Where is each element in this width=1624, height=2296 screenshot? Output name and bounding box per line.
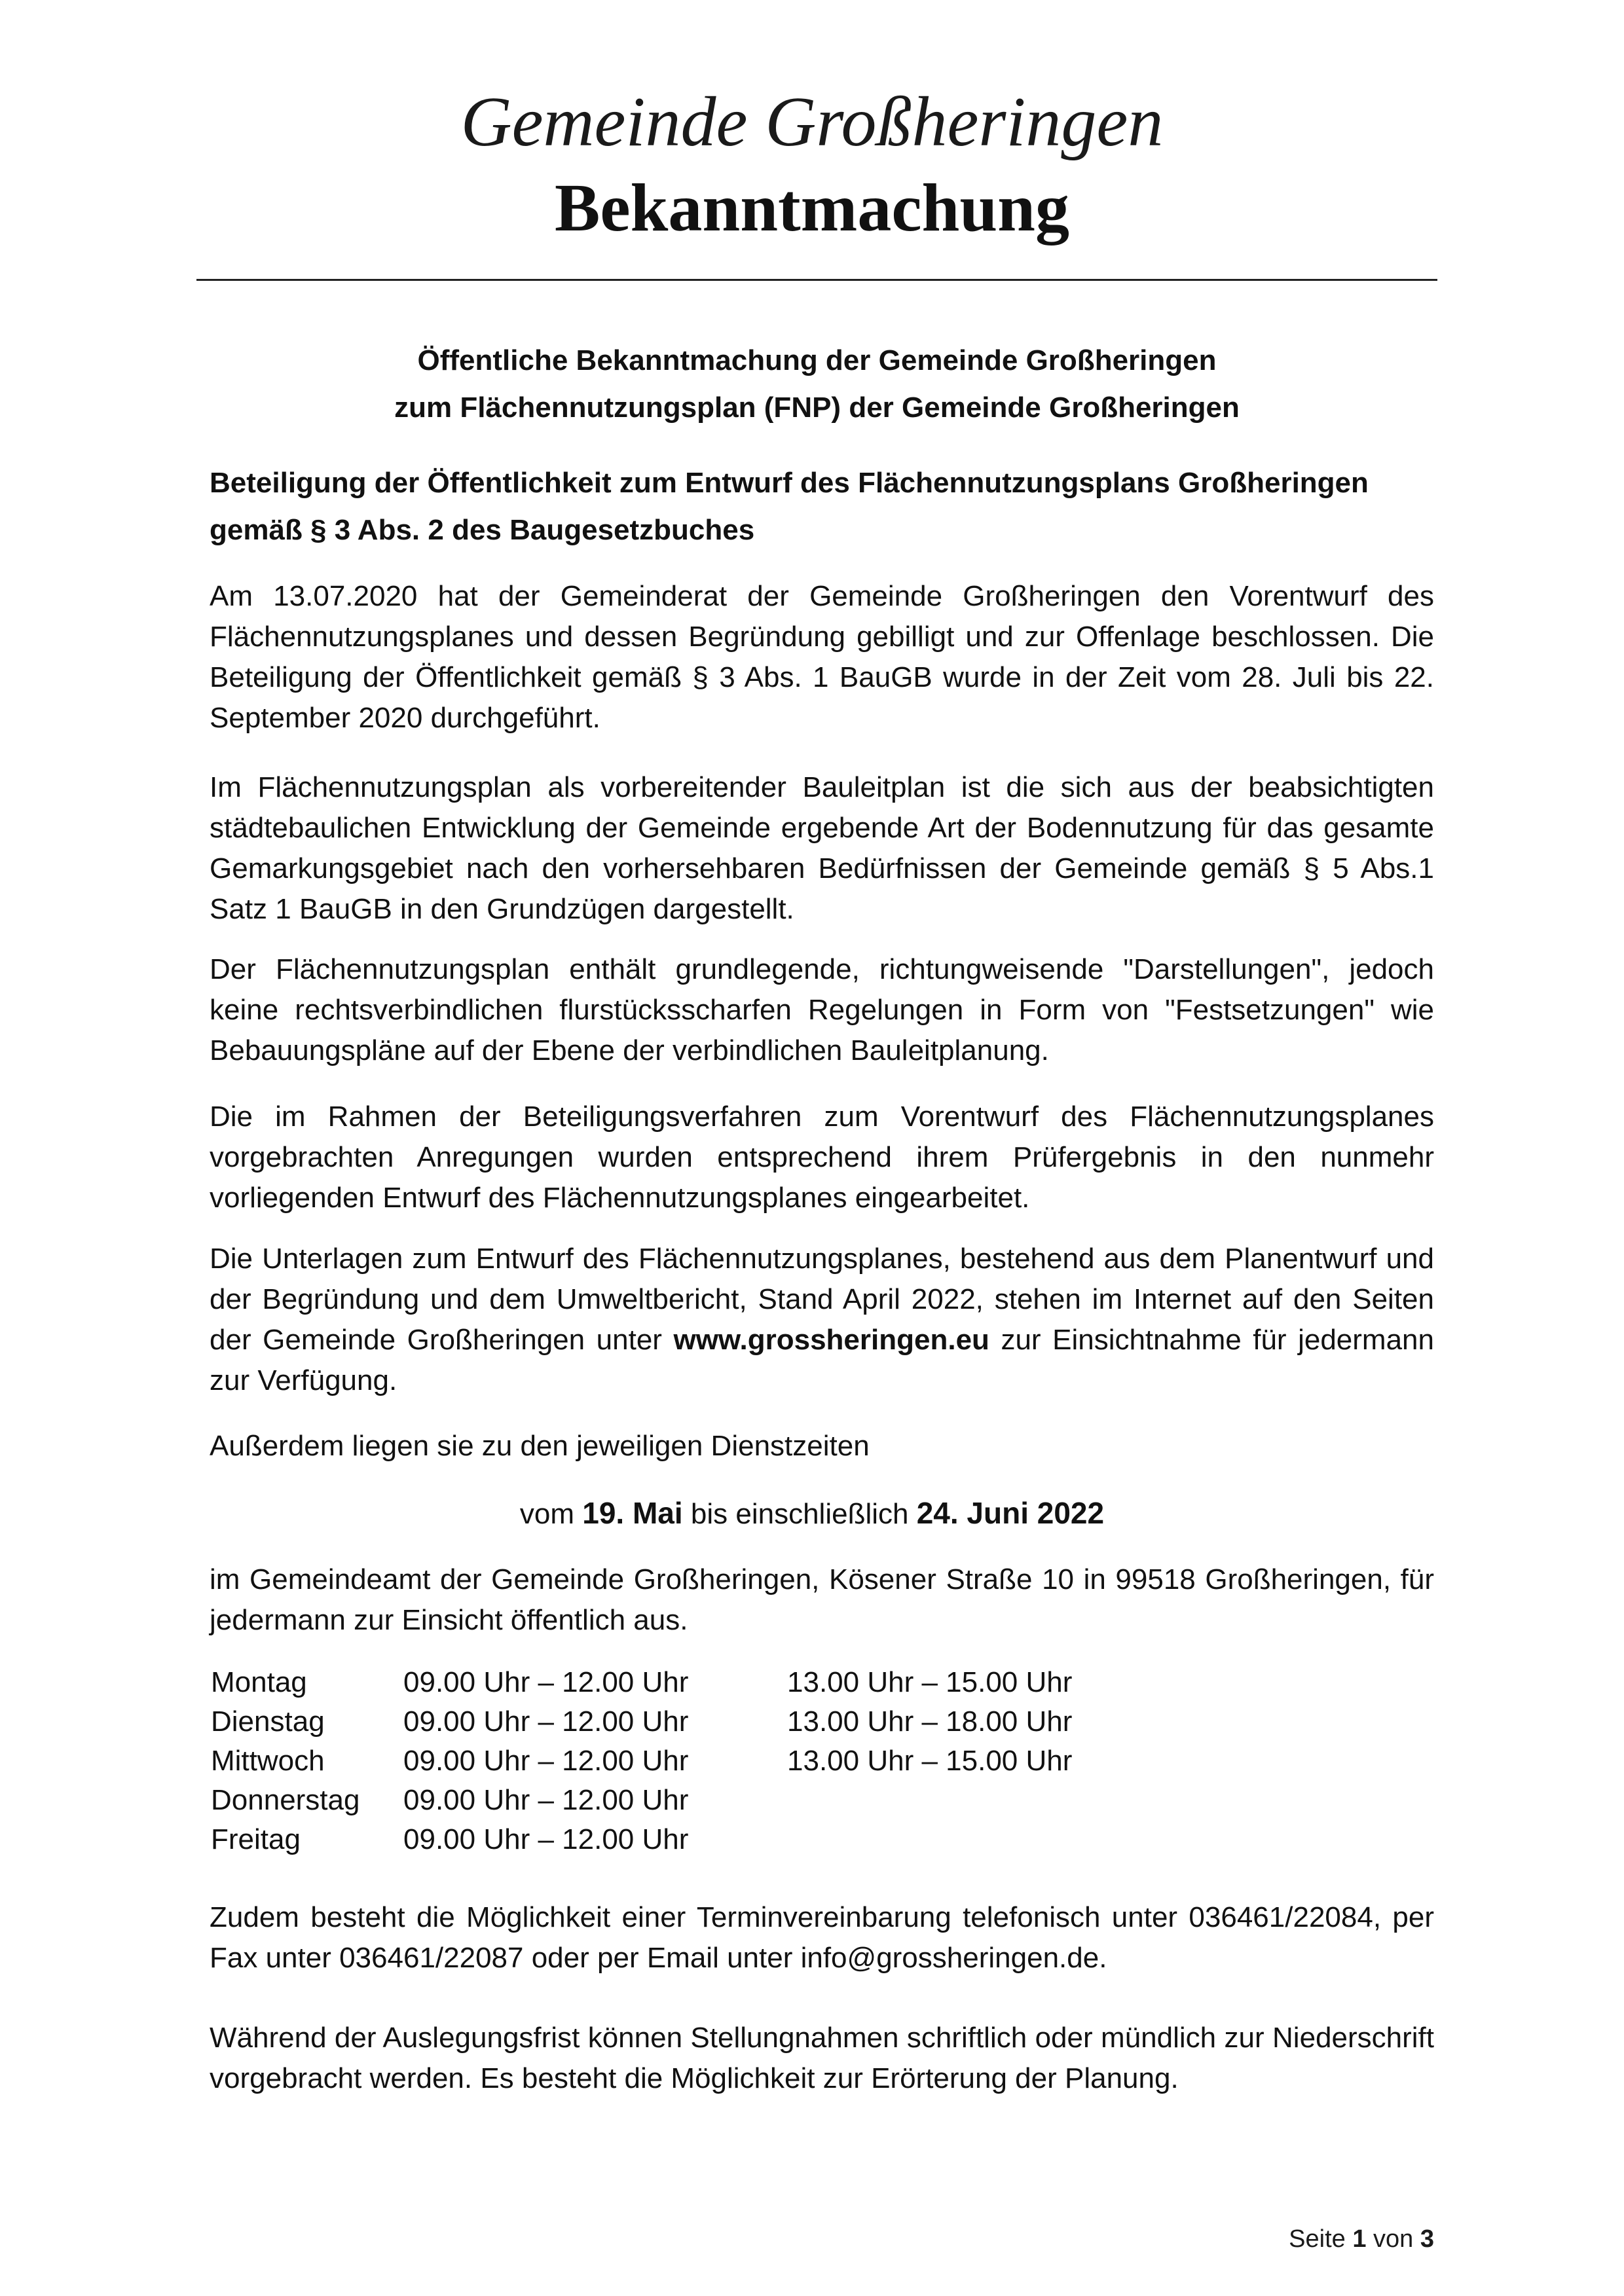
display-period (0, 1493, 1624, 1535)
office-hours-day: Dienstag (211, 1705, 325, 1738)
office-hours-row (211, 1702, 1115, 1741)
office-hours-afternoon (787, 1781, 1115, 1820)
office-hours-afternoon: 13.00 Uhr – 15.00 Uhr (787, 1666, 1073, 1698)
announcement-heading (196, 337, 1437, 431)
office-hours-morning: 09.00 Uhr – 12.00 Uhr (403, 1745, 689, 1777)
office-hours-day: Montag (211, 1666, 307, 1698)
display-period-end: 24. Juni 2022 (916, 1496, 1105, 1530)
office-hours-day: Donnerstag (211, 1784, 360, 1816)
page-number-current: 1 (1352, 2225, 1367, 2253)
office-hours-row (211, 1663, 1115, 1702)
office-hours-morning: 09.00 Uhr – 12.00 Uhr (403, 1705, 689, 1738)
display-period-vom: vom (519, 1498, 583, 1530)
office-hours-row (211, 1781, 1115, 1820)
announcement-title: Bekanntmachung (555, 170, 1069, 246)
office-hours-afternoon (787, 1820, 1115, 1859)
paragraph-suggestions: Die im Rahmen der Beteiligungsverfahren zum Vorentwurf des Flächennutzungsplanes vorgebrachten Anregungen wurden entsprechend ihrem Prüfergebnis in den nunmehr vorliegenden Entwurf des Flächennutzungsplanes eingearbeitet. (210, 1101, 1434, 1214)
display-period-start: 19. Mai (582, 1496, 683, 1530)
paragraph-office-hours-intro: Außerdem liegen sie zu den jeweiligen Dienstzeiten (210, 1430, 870, 1462)
page-number (1289, 2223, 1434, 2255)
page-number-of: von (1366, 2225, 1420, 2253)
office-hours-row (211, 1820, 1115, 1859)
office-hours-morning: 09.00 Uhr – 12.00 Uhr (403, 1823, 689, 1855)
office-hours-morning: 09.00 Uhr – 12.00 Uhr (403, 1784, 689, 1816)
page-number-total: 3 (1420, 2225, 1434, 2253)
announcement-heading-line1: Öffentliche Bekanntmachung der Gemeinde Großheringen (417, 344, 1217, 376)
paragraph-documents (210, 1239, 1434, 1401)
office-hours-row (211, 1741, 1115, 1781)
paragraph-land-use-plan: Im Flächennutzungsplan als vorbereitender Bauleitplan ist die sich aus der beabsichtigten städtebaulichen Entwicklung der Gemeinde ergebende Art der Bodennutzung für das gesamte Gemarkungsgebiet nach den vorhersehbaren Bedürfnissen der Gemeinde gemäß § 5 Abs.1 Satz 1 BauGB in den Grundzügen dargestellt. (210, 771, 1434, 925)
office-hours-day: Freitag (211, 1823, 301, 1855)
paragraph-statements: Während der Auslegungsfrist können Stellungnahmen schriftlich oder mündlich zur Niederschrift vorgebracht werden. Es besteht die Möglichkeit zur Erörterung der Planung. (210, 2022, 1434, 2094)
display-period-bis: bis einschließlich (682, 1498, 917, 1530)
municipality-title: Gemeinde Großheringen (460, 83, 1164, 161)
office-hours-table (211, 1663, 1115, 1859)
paragraph-documents-text-before: Die Unterlagen zum Entwurf des Flächennutzungsplanes, bestehend aus dem Planentwurf und der Begründung und dem Umweltbericht, Stand April 2022, stehen im Internet auf den Seiten der Gemeinde Großheringen unter (210, 1243, 1434, 1356)
paragraph-documents-text-after: zur Einsichtnahme für jedermann zur Verfügung. (210, 1324, 1434, 1396)
header-divider (196, 279, 1437, 281)
office-hours-day: Mittwoch (211, 1745, 325, 1777)
announcement-heading-line2: zum Flächennutzungsplan (FNP) der Gemeinde Großheringen (394, 392, 1240, 424)
paragraph-preliminary-draft: Am 13.07.2020 hat der Gemeinderat der Gemeinde Großheringen den Vorentwurf des Flächennutzungsplanes und dessen Begründung gebilligt und zur Offenlage beschlossen. Die Beteiligung der Öffentlichkeit gemäß § 3 Abs. 1 BauGB wurde in der Zeit vom 28. Juli bis 22. September 2020 durchgeführt. (210, 580, 1434, 734)
paragraph-appointment: Zudem besteht die Möglichkeit einer Terminvereinbarung telefonisch unter 036461/22084, per Fax unter 036461/22087 oder per Email unter info@grossheringen.de. (210, 1901, 1434, 1974)
page-number-label: Seite (1289, 2225, 1353, 2253)
office-hours-morning: 09.00 Uhr – 12.00 Uhr (403, 1666, 689, 1698)
office-hours-afternoon: 13.00 Uhr – 15.00 Uhr (787, 1745, 1073, 1777)
paragraph-representations: Der Flächennutzungsplan enthält grundlegende, richtungweisende "Darstellungen", jedoch keine rechtsverbindlichen flurstücksscharfen Regelungen in Form von "Festsetzungen" wie Bebauungspläne auf der Ebene der verbindlichen Bauleitplanung. (210, 953, 1434, 1066)
participation-heading (210, 460, 1441, 554)
paragraph-location: im Gemeindeamt der Gemeinde Großheringen, Kösener Straße 10 in 99518 Großheringen, für jedermann zur Einsicht öffentlich aus. (210, 1563, 1434, 1636)
office-hours-afternoon: 13.00 Uhr – 18.00 Uhr (787, 1705, 1073, 1738)
participation-heading-line1: Beteiligung der Öffentlichkeit zum Entwurf des Flächennutzungsplans Großheringen (210, 467, 1369, 499)
website-link[interactable]: www.grossheringen.eu (673, 1324, 989, 1356)
participation-heading-line2: gemäß § 3 Abs. 2 des Baugesetzbuches (210, 514, 755, 546)
